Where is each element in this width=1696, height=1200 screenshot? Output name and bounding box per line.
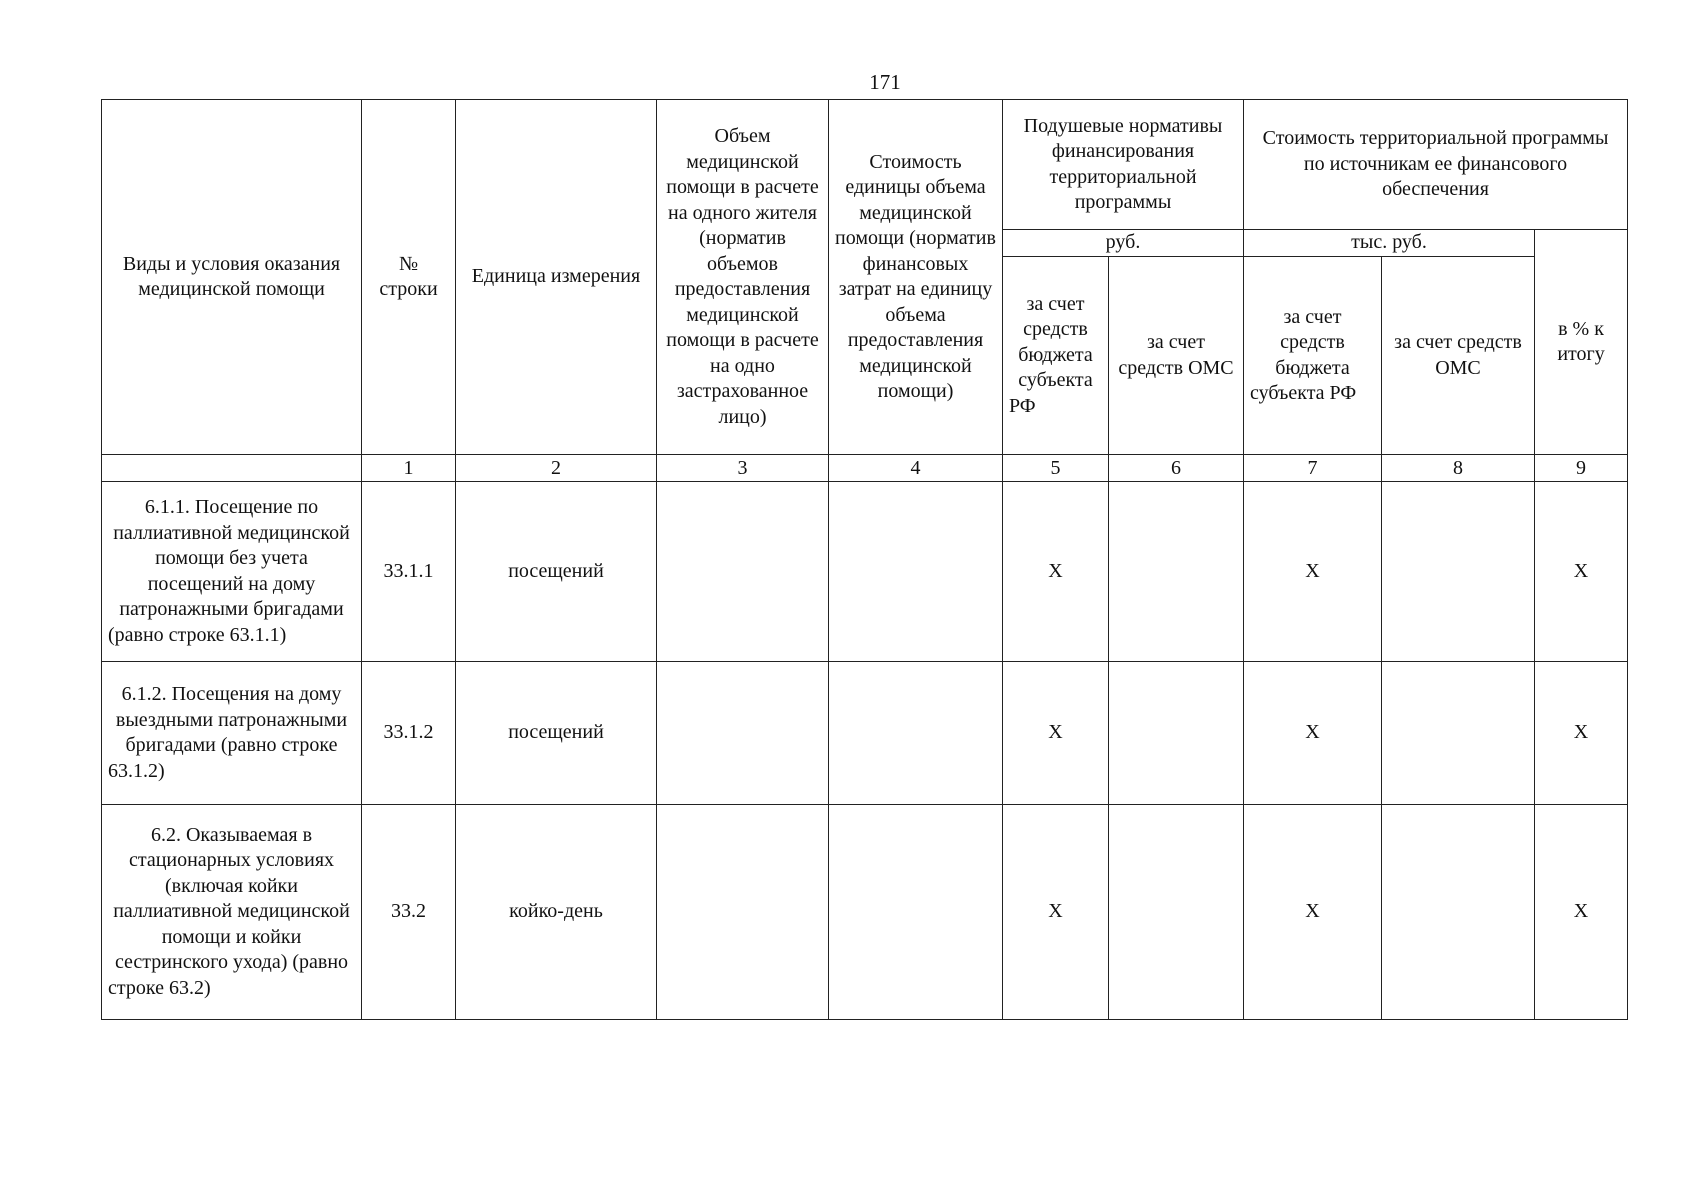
- row-unit: посещений: [456, 662, 657, 805]
- header-unit: Единица измерения: [456, 100, 657, 455]
- row-kind: 6.1.2. Посещения на дому выездными патронажными бригадами (равно строке 63.1.2): [102, 662, 362, 805]
- row-unit: посещений: [456, 482, 657, 662]
- row-oms-cost: [1382, 482, 1535, 662]
- column-number: 4: [829, 455, 1003, 482]
- row-kind: 6.1.1. Посещение по паллиативной медицинской помощи без учета посещений на дому патронажными бригадами (равно строке 63.1.1): [102, 482, 362, 662]
- row-unit-cost: [829, 805, 1003, 1020]
- header-per-capita-group: Подушевые нормативы финансирования территориальной программы: [1003, 100, 1244, 230]
- column-number: 1: [362, 455, 456, 482]
- header-budget-source-2: за счет средств бюджета субъекта РФ: [1244, 257, 1382, 455]
- row-budget-per-capita: X: [1003, 805, 1109, 1020]
- header-volume: Объем медицинской помощи в расчете на одного жителя (норматив объемов предоставления медицинской помощи в расчете на одно застрахованное лицо): [657, 100, 829, 455]
- row-number: 33.1.2: [362, 662, 456, 805]
- row-oms-per-capita: [1109, 662, 1244, 805]
- program-cost-table: [101, 99, 1628, 1020]
- column-number: [102, 455, 362, 482]
- header-unit-rub: руб.: [1003, 230, 1244, 257]
- table-row: [102, 805, 1628, 1020]
- row-percent: X: [1535, 805, 1628, 1020]
- column-number: 7: [1244, 455, 1382, 482]
- row-budget-per-capita: X: [1003, 482, 1109, 662]
- row-number: 33.1.1: [362, 482, 456, 662]
- table-row: [102, 482, 1628, 662]
- page-number: 171: [869, 70, 901, 94]
- column-number: 2: [456, 455, 657, 482]
- row-kind: 6.2. Оказываемая в стационарных условиях (включая койки паллиативной медицинской помощи и койки сестринского ухода) (равно строке 63.2): [102, 805, 362, 1020]
- row-oms-per-capita: [1109, 805, 1244, 1020]
- header-percent-of-total: в % к итогу: [1535, 230, 1628, 455]
- header-program-cost-group: Стоимость территориальной программы по источникам ее финансового обеспечения: [1244, 100, 1628, 230]
- row-budget-per-capita: X: [1003, 662, 1109, 805]
- header-oms-source-2: за счет средств ОМС: [1382, 257, 1535, 455]
- header-kind: Виды и условия оказания медицинской помощи: [102, 100, 362, 455]
- row-oms-cost: [1382, 805, 1535, 1020]
- row-budget-cost: X: [1244, 805, 1382, 1020]
- row-volume: [657, 805, 829, 1020]
- header-unit-cost: Стоимость единицы объема медицинской помощи (норматив финансовых затрат на единицу объема предоставления медицинской помощи): [829, 100, 1003, 455]
- row-unit-cost: [829, 662, 1003, 805]
- row-percent: X: [1535, 662, 1628, 805]
- column-number: 6: [1109, 455, 1244, 482]
- header-budget-source: за счет средств бюджета субъекта РФ: [1003, 257, 1109, 455]
- row-unit: койко-день: [456, 805, 657, 1020]
- column-number: 5: [1003, 455, 1109, 482]
- row-unit-cost: [829, 482, 1003, 662]
- row-budget-cost: X: [1244, 662, 1382, 805]
- row-volume: [657, 662, 829, 805]
- header-row-number: № строки: [362, 100, 456, 455]
- column-number: 8: [1382, 455, 1535, 482]
- table-row: [102, 662, 1628, 805]
- row-budget-cost: X: [1244, 482, 1382, 662]
- row-oms-cost: [1382, 662, 1535, 805]
- header-oms-source: за счет средств ОМС: [1109, 257, 1244, 455]
- row-percent: X: [1535, 482, 1628, 662]
- header-unit-thousand-rub: тыс. руб.: [1244, 230, 1535, 257]
- column-number-row: [102, 455, 1628, 482]
- row-volume: [657, 482, 829, 662]
- column-number: 9: [1535, 455, 1628, 482]
- row-number: 33.2: [362, 805, 456, 1020]
- column-number: 3: [657, 455, 829, 482]
- row-oms-per-capita: [1109, 482, 1244, 662]
